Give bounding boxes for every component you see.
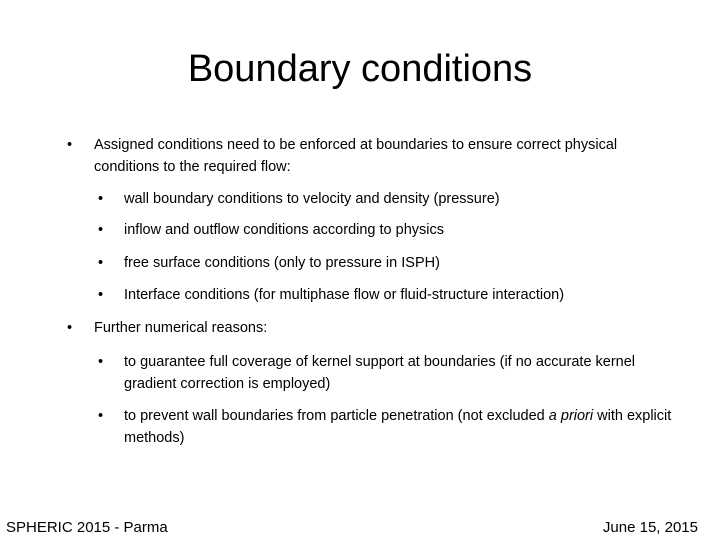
bullet-marker: • bbox=[67, 137, 73, 153]
sub-bullet-text: to guarantee full coverage of kernel support at boundaries (if no accurate kernel gradient correction is employed) bbox=[124, 354, 636, 392]
bullet-item bbox=[67, 134, 667, 178]
bullet-marker: • bbox=[98, 255, 104, 271]
bullet-text: Further numerical reasons: bbox=[94, 320, 268, 336]
italic-text: a priori bbox=[548, 408, 594, 424]
bullet-marker: • bbox=[98, 354, 104, 370]
footer-left: SPHERIC 2015 - Parma bbox=[6, 519, 168, 536]
slide-title: Boundary conditions bbox=[187, 48, 533, 90]
sub-bullet-item bbox=[98, 188, 678, 210]
bullet-marker: • bbox=[98, 408, 104, 424]
bullet-marker: • bbox=[67, 320, 73, 336]
bullet-text: Assigned conditions need to be enforced at boundaries to ensure correct physical conditions to the required flow: bbox=[94, 137, 618, 175]
sub-bullet-item bbox=[98, 351, 678, 395]
bullet-item bbox=[67, 317, 667, 339]
sub-bullet-text: free surface conditions (only to pressure in ISPH) bbox=[124, 255, 440, 271]
bullet-marker: • bbox=[98, 287, 104, 303]
footer-right: June 15, 2015 bbox=[602, 519, 698, 536]
sub-bullet-item bbox=[98, 219, 678, 241]
sub-bullet-text: wall boundary conditions to velocity and density (pressure) bbox=[124, 191, 500, 207]
sub-bullet-text: inflow and outflow conditions according to physics bbox=[124, 222, 444, 238]
sub-bullet-item bbox=[98, 252, 678, 274]
sub-bullet-text bbox=[124, 405, 678, 449]
bullet-marker: • bbox=[98, 191, 104, 207]
text-run: to prevent wall boundaries from particle penetration (not excluded bbox=[124, 408, 549, 424]
bullet-marker: • bbox=[98, 222, 104, 238]
sub-bullet-item bbox=[98, 284, 698, 306]
text-run: with explicit methods) bbox=[124, 408, 672, 446]
sub-bullet-text: Interface conditions (for multiphase flow or fluid-structure interaction) bbox=[124, 287, 565, 303]
sub-bullet-item bbox=[98, 405, 678, 449]
